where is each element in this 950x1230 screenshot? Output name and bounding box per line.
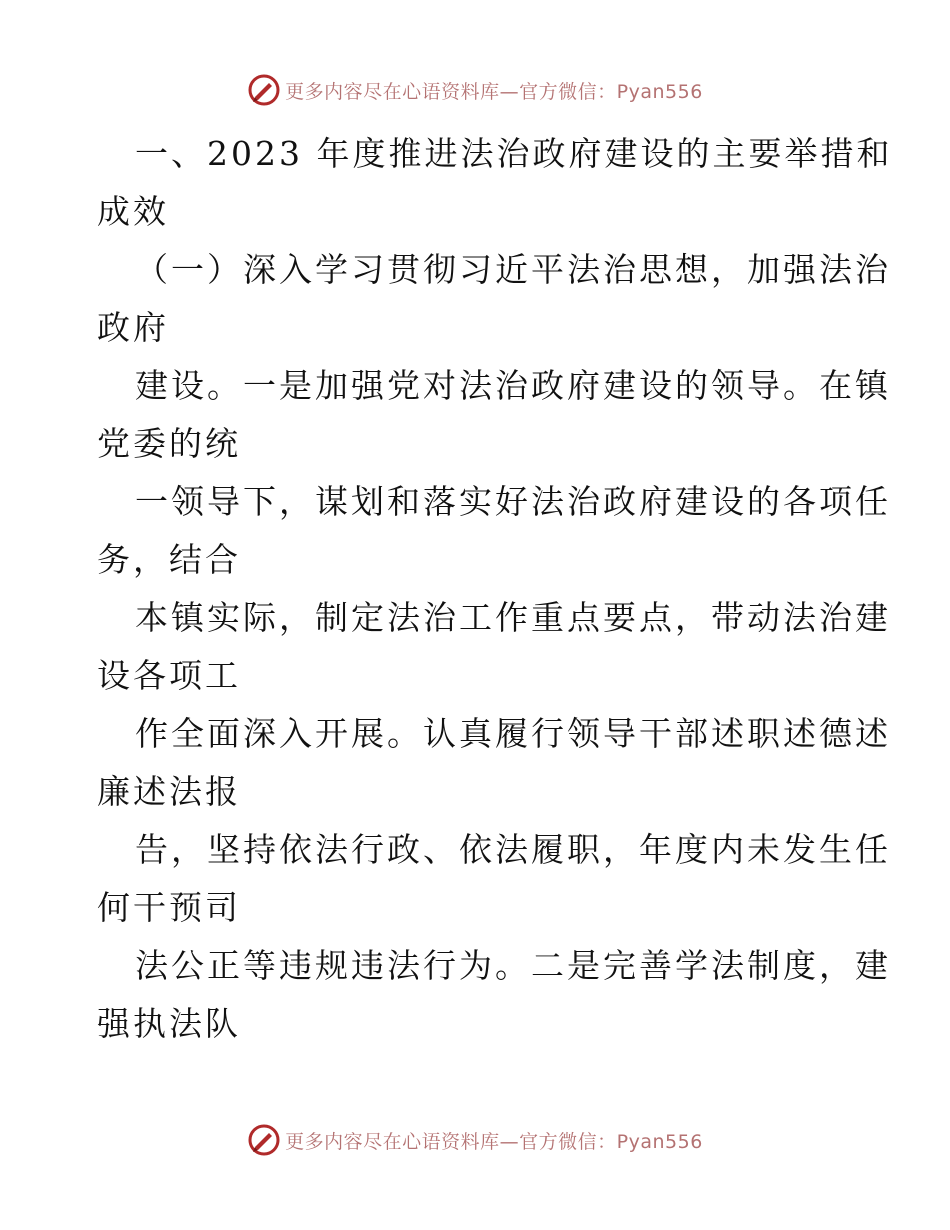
text-line: 一、2023 年度推进法治政府建设的主要举措和 [135,134,893,173]
text-line: 本镇实际，制定法治工作重点要点，带动法治建 [135,598,891,637]
watermark-text: 更多内容尽在心语资料库—官方微信：Pyan556 [285,1130,703,1153]
footer-watermark [0,1120,950,1160]
text-line: 告，坚持依法行政、依法履职，年度内未发生任 [135,830,891,869]
text-line: 建设。一是加强党对法治政府建设的领导。在镇 [135,366,891,405]
header-watermark [0,70,950,110]
text-line: 成效 [97,192,169,231]
text-line: 作全面深入开展。认真履行领导干部述职述德述 [135,714,891,753]
text-line: 设各项工 [97,656,241,695]
text-line: 法公正等违规违法行为。二是完善学法制度，建 [135,946,891,985]
text-line: 强执法队 [97,1004,241,1043]
pen-logo-icon [247,73,281,107]
text-line: 何干预司 [97,888,241,927]
text-line: 务，结合 [97,540,241,579]
document-body [97,125,893,1053]
watermark-text: 更多内容尽在心语资料库—官方微信：Pyan556 [285,80,703,103]
pen-logo-icon [247,1123,281,1157]
text-line: 党委的统 [97,424,241,463]
text-line: 政府 [97,308,169,347]
text-line: 廉述法报 [97,772,241,811]
text-line: （一）深入学习贯彻习近平法治思想，加强法治 [135,250,891,289]
text-line: 一领导下，谋划和落实好法治政府建设的各项任 [135,482,891,521]
